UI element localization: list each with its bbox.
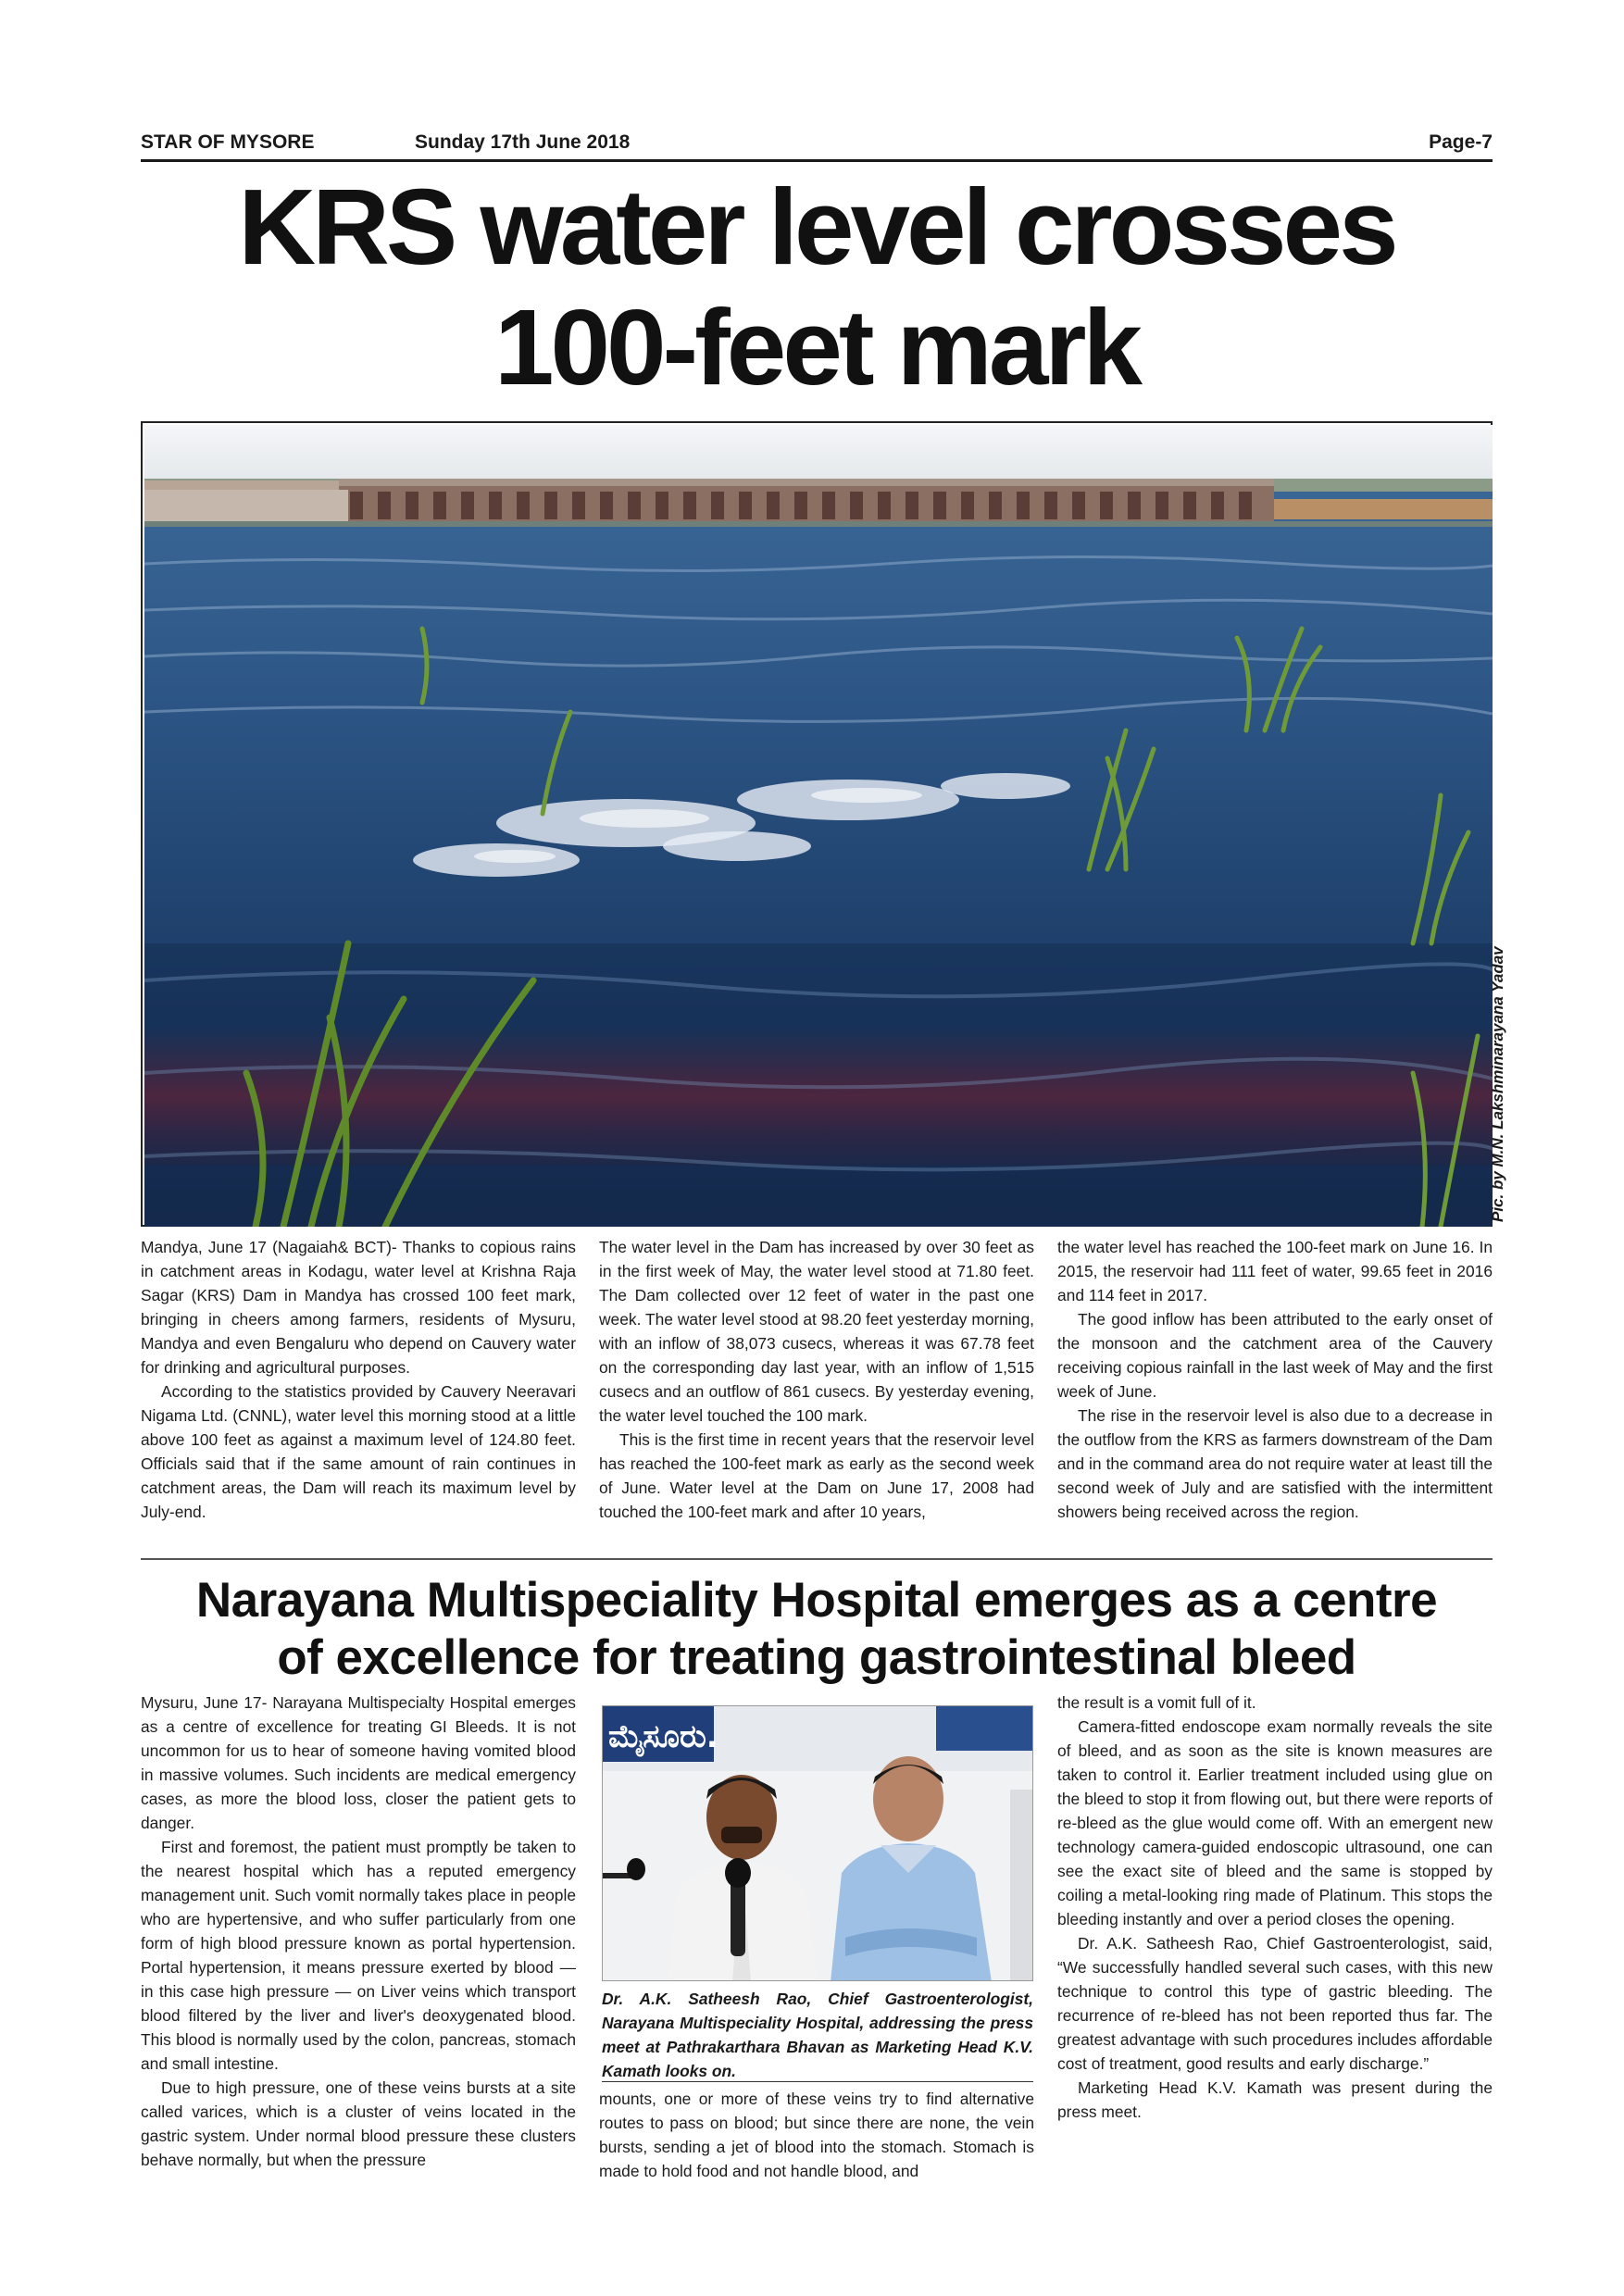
story1-col1-para1: Mandya, June 17 (Nagaiah& BCT)- Thanks to copious rains in catchment areas in Kodagu, water level at Krishna Raja Sagar (KRS) Dam in Mandya has crossed 100 feet mark, bringing in cheers among farmers, residents of Mysuru, Mandya and even Bengaluru who depend on Cauvery water for drinking and agricultural purposes. [141, 1238, 576, 1377]
story-separator [141, 1558, 1493, 1560]
story2-col3-para1: the result is a vomit full of it. [1057, 1693, 1256, 1712]
headline-krs-line2: 100-feet mark [494, 287, 1139, 407]
story2-col1-para1: Mysuru, June 17- Narayana Multispecialty Hospital emerges as a centre of excellence for treating GI Bleeds. It is not uncommon for us to hear of someone having vomited blood in massive volumes. Such incidents are medical emergency cases, as more the blood loss, closer the patient gets to danger. [141, 1693, 576, 1832]
photo-credit: Pic. by M.N. Lakshminarayana Yadav [1489, 946, 1506, 1222]
paper-name: STAR OF MYSORE [141, 131, 315, 153]
headline-krs [130, 167, 1504, 407]
story1-col3-para1: the water level has reached the 100-feet mark on June 16. In 2015, the reservoir had 111 feet of water, 99.65 feet in 2016 and 114 feet in 2017. [1057, 1238, 1493, 1304]
masthead-rule [141, 159, 1493, 162]
headline-hospital [130, 1572, 1504, 1687]
headline-hospital-line2: of excellence for treating gastrointestinal bleed [277, 1630, 1356, 1685]
issue-date: Sunday 17th June 2018 [415, 131, 631, 153]
story2-column-2 [599, 2087, 1034, 2183]
story1-column-2 [599, 1235, 1034, 1524]
story2-column-3 [1057, 1691, 1493, 2124]
headline-krs-line1: KRS water level crosses [238, 167, 1395, 287]
story2-column-1 [141, 1691, 576, 2172]
story1-col1-para2: According to the statistics provided by Cauvery Neeravari Nigama Ltd. (CNNL), water level this morning stood at a little above 100 feet as against a maximum level of 124.80 feet. Officials said that if the same amount of rain continues in catchment areas, the Dam will reach its maximum level by July-end. [141, 1382, 576, 1521]
story1-col2-para1: The water level in the Dam has increased by over 30 feet as in the first week of May, the water level stood at 71.80 feet. The Dam collected over 12 feet of water in the past one week. The water level stood at 98.20 feet yesterday morning, with an inflow of 38,073 cusecs, whereas it was 67.78 feet on the corresponding day last year, with an inflow of 1,515 cusecs and an outflow of 861 cusecs. By yesterday evening, the water level touched the 100 mark. [599, 1238, 1034, 1425]
story1-column-1 [141, 1235, 576, 1524]
krs-dam-photo [144, 425, 1493, 1227]
masthead [141, 131, 1493, 159]
story1-column-3 [1057, 1235, 1493, 1524]
story1-col2-para2: This is the first time in recent years that the reservoir level has reached the 100-feet mark as early as the second week of June. Water level at the Dam on June 17, 2008 had touched the 100-feet mark and after 10 years, [599, 1430, 1034, 1521]
press-meet-caption: Dr. A.K. Satheesh Rao, Chief Gastroenterologist, Narayana Multispeciality Hospital, addressing the press meet at Pathrakarthara Bhavan as Marketing Head K.V. Kamath looks on. [602, 1990, 1033, 2080]
story2-col3-para2: Camera-fitted endoscope exam normally reveals the site of bleed, and as soon as the site is known measures are taken to control it. Earlier treatment included using glue on the bleed to stop it from flowing out, but there were reports of re-bleed as the glue would come off. With an emergent new technology camera-guided endoscopic ultrasound, one can see the exact site of bleed and the same is stopped by coiling a metal-looking ring made of Platinum. This stops the bleeding instantly and over a period closes the opening. [1057, 1717, 1493, 1928]
press-meet-photo [602, 1705, 1033, 1981]
story2-col1-para3: Due to high pressure, one of these veins bursts at a site called varices, which is a cluster of veins located in the gastric system. Under normal blood pressure these clusters behave normally, but when the pressure [141, 2078, 576, 2169]
page-number: Page-7 [1429, 131, 1493, 153]
story2-col1-para2: First and foremost, the patient must promptly be taken to the nearest hospital which has a reputed emergency management unit. Such vomit normally takes place in people who are hypertensive, and who suffer particularly from one form of high blood pressure known as portal hypertension. Portal hypertension, it means pressure exerted by blood — in this case high pressure — on Liver veins which transport blood filtered by the liver and liver's deoxygenated blood. This blood is normally used by the colon, pancreas, stomach and small intestine. [141, 1838, 576, 2073]
caption-rule [602, 2081, 1033, 2082]
story2-col3-para3: Dr. A.K. Satheesh Rao, Chief Gastroenterologist, said, “We successfully handled several such cases, with this new technique to control this type of gastric bleeding. The recurrence of re-bleed has not been reported thus far. The greatest advantage with such procedures includes affordable cost of treatment, good results and early discharge.” [1057, 1934, 1493, 2073]
story2-col2-para1: mounts, one or more of these veins try to find alternative routes to pass on blood; but since there are none, the vein bursts, sending a jet of blood into the stomach. Stomach is made to hold food and not handle blood, and [599, 2090, 1034, 2180]
backdrop-sign-text: ಮೈಸೂರು. [608, 1718, 718, 1755]
story1-col3-para3: The rise in the reservoir level is also due to a decrease in the outflow from the KRS as farmers downstream of the Dam and in the command area do not require water at least till the second week of July and are satisfied with the intermittent showers being received across the region. [1057, 1406, 1493, 1521]
story1-col3-para2: The good inflow has been attributed to the early onset of the monsoon and the catchment area of the Cauvery receiving copious rainfall in the last week of May and the first week of June. [1057, 1310, 1493, 1401]
headline-hospital-line1: Narayana Multispeciality Hospital emerges as a centre [195, 1573, 1438, 1628]
story2-col3-para4: Marketing Head K.V. Kamath was present during the press meet. [1057, 2078, 1493, 2121]
krs-dam-photo-frame [141, 421, 1493, 1227]
